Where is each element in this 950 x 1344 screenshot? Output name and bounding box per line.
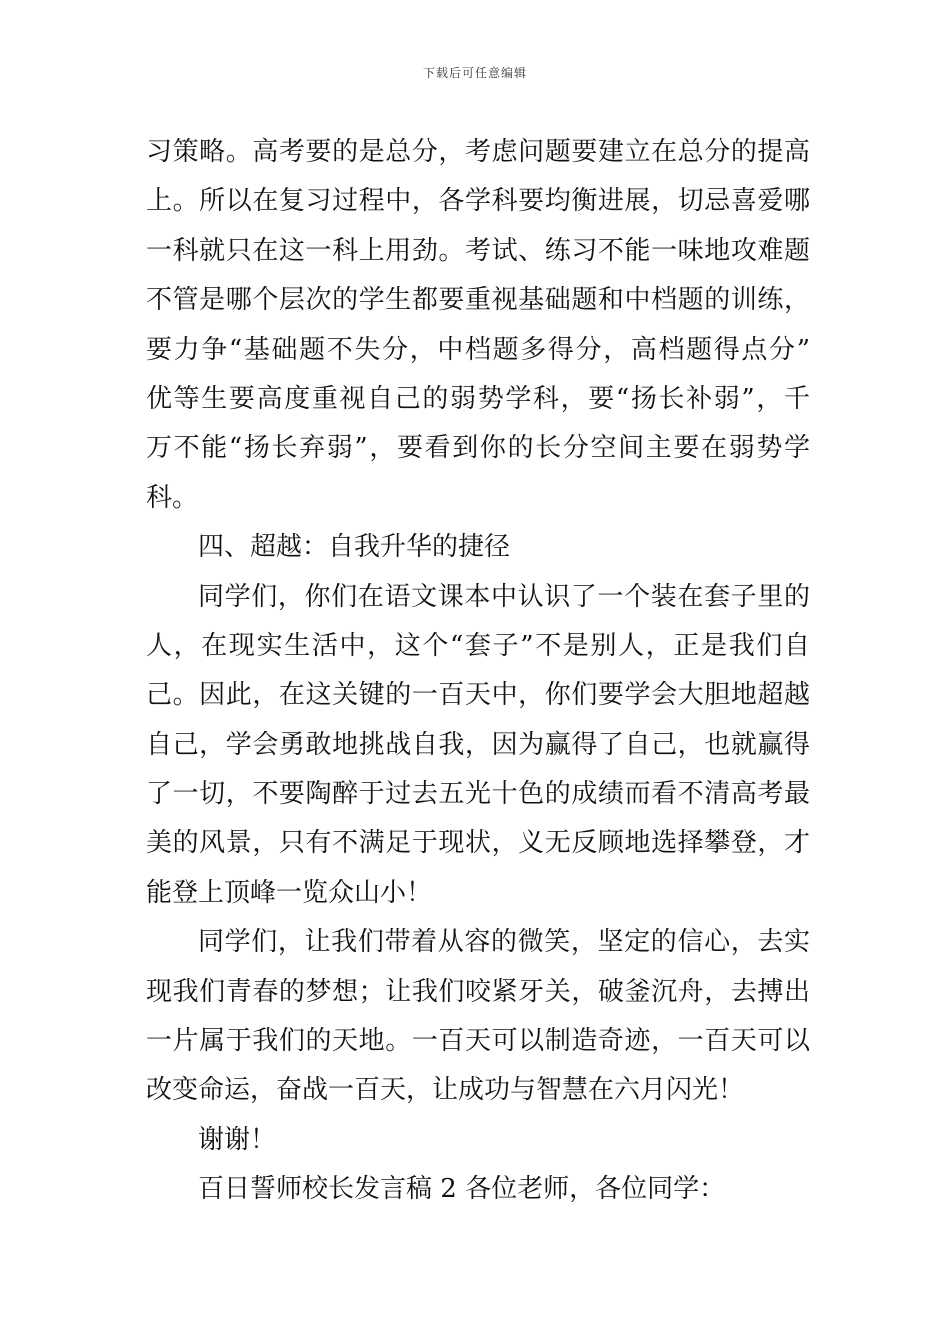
text-line: 己。因此，在这关键的一百天中，你们要学会大胆地超越 xyxy=(146,680,810,711)
section-heading: 四、超越：自我升华的捷径 xyxy=(198,532,511,563)
text-line: 美的风景，只有不满足于现状，义无反顾地选择攀登，才 xyxy=(146,828,810,859)
text-line: 百日誓师校长发言稿 2 各位老师，各位同学： xyxy=(198,1174,726,1205)
text-line: 了一切，不要陶醉于过去五光十色的成绩而看不清高考最 xyxy=(146,779,810,810)
text-line: 一科就只在这一科上用劲。考试、练习不能一味地攻难题 xyxy=(146,235,810,266)
text-line: 同学们，让我们带着从容的微笑，坚定的信心，去实 xyxy=(198,927,810,958)
text-line: 万不能“扬长弃弱”，要看到你的长分空间主要在弱势学 xyxy=(146,433,810,464)
text-line: 能登上顶峰一览众山小！ xyxy=(146,877,433,908)
text-line: 同学们，你们在语文课本中认识了一个装在套子里的 xyxy=(198,581,810,612)
text-line: 人，在现实生活中，这个“套子”不是别人，正是我们自 xyxy=(146,630,810,661)
text-line: 科。 xyxy=(146,482,199,513)
text-line: 一片属于我们的天地。一百天可以制造奇迹，一百天可以 xyxy=(146,1026,810,1057)
text-line: 现我们青春的梦想；让我们咬紧牙关，破釜沉舟，去搏出 xyxy=(146,976,810,1007)
text-line: 习策略。高考要的是总分，考虑问题要建立在总分的提高 xyxy=(146,137,810,167)
text-line: 上。所以在复习过程中，各学科要均衡进展，切忌喜爱哪 xyxy=(146,186,810,217)
text-line: 谢谢！ xyxy=(198,1124,277,1155)
document-body xyxy=(146,128,810,1215)
text-line: 优等生要高度重视自己的弱势学科，要“扬长补弱”，千 xyxy=(146,383,810,414)
text-line: 自己，学会勇敢地挑战自我，因为赢得了自己，也就赢得 xyxy=(146,729,810,760)
text-line: 要力争“基础题不失分，中档题多得分，高档题得点分” xyxy=(146,334,810,365)
text-line: 不管是哪个层次的学生都要重视基础题和中档题的训练， xyxy=(146,285,810,316)
text-line: 改变命运，奋战一百天，让成功与智慧在六月闪光！ xyxy=(146,1075,745,1106)
page-header: 下载后可任意编辑 xyxy=(422,66,527,80)
